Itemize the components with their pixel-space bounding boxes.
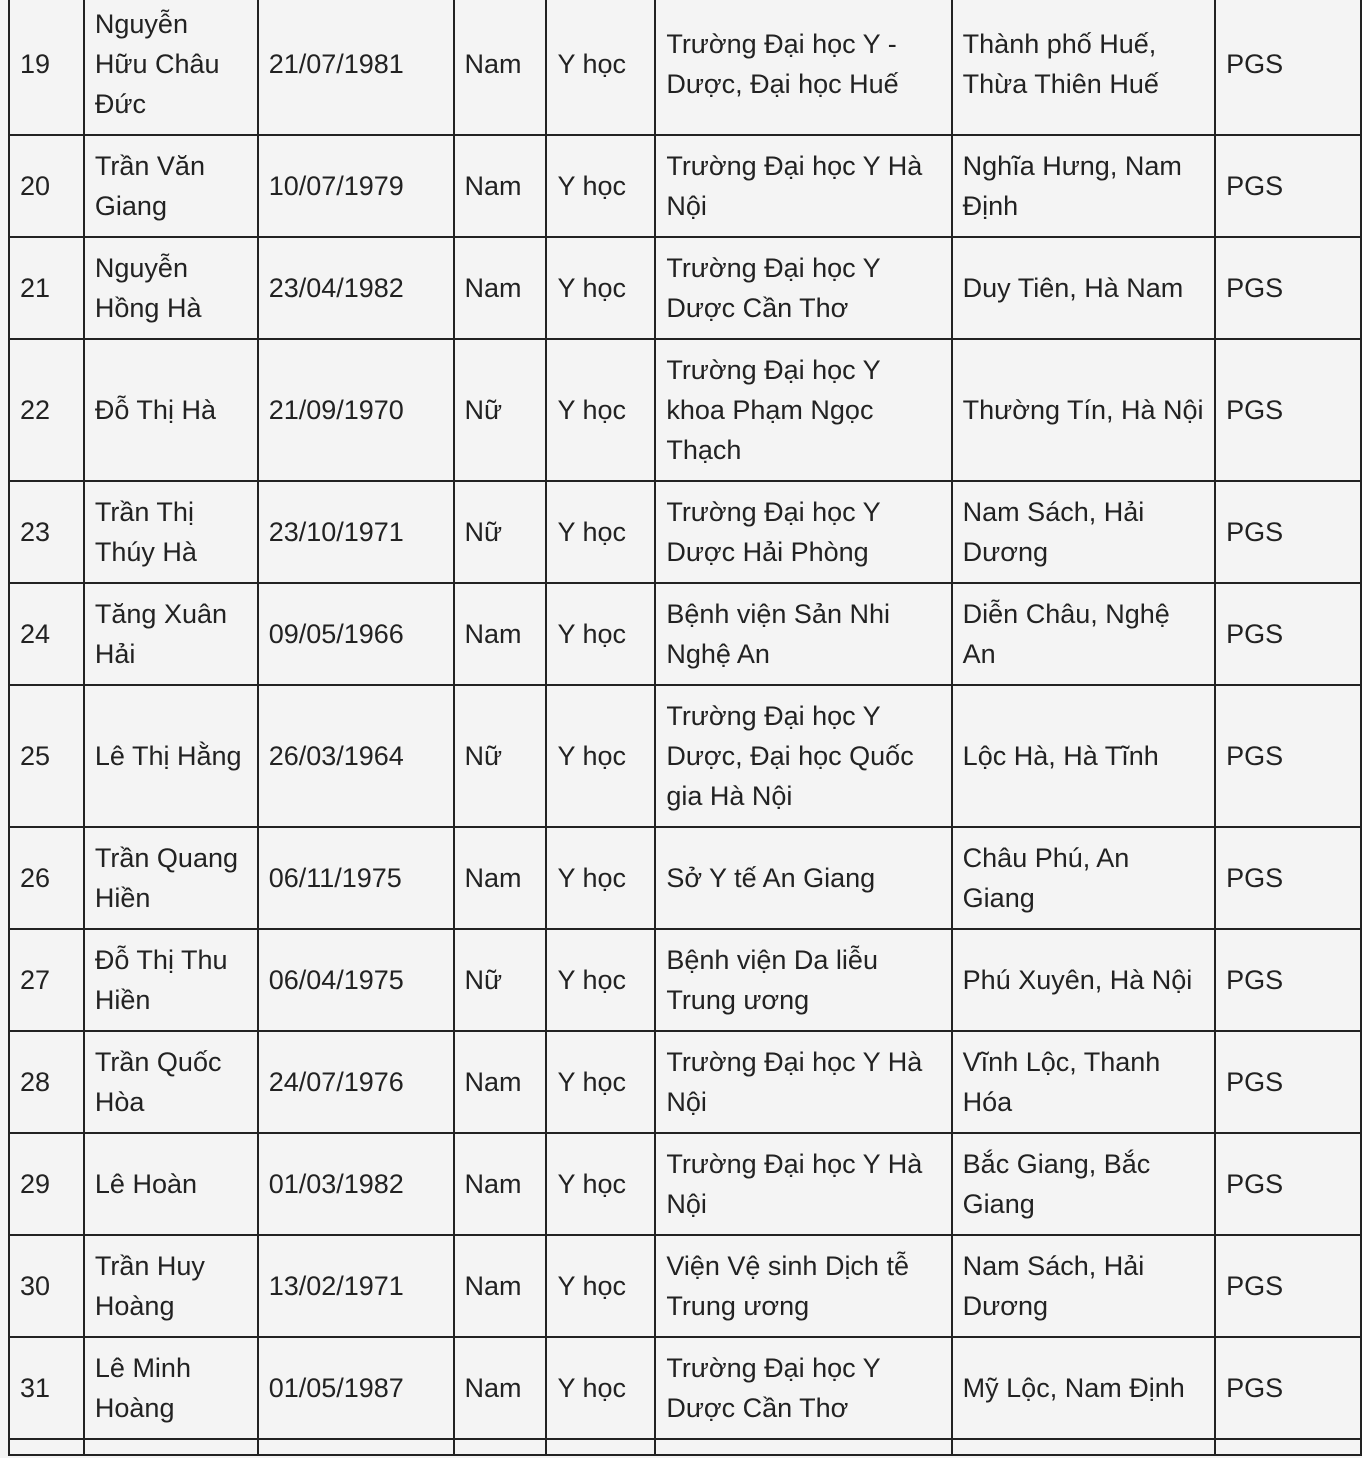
cell-field: Y học: [546, 0, 655, 135]
cell-title: PGS: [1215, 339, 1361, 481]
cell-name: Đỗ Thị Hà: [84, 339, 258, 481]
cell-dob: 23/04/1982: [258, 237, 454, 339]
cell-field: Y học: [546, 1031, 655, 1133]
cell-sex: Nam: [454, 1337, 547, 1439]
cell-stt: 30: [9, 1235, 84, 1337]
cell-home: Châu Phú, An Giang: [952, 827, 1215, 929]
cell-name: Lê Minh Hoàng: [84, 1337, 258, 1439]
cell-stt: 27: [9, 929, 84, 1031]
cell-title: PGS: [1215, 685, 1361, 827]
cell-stt: 21: [9, 237, 84, 339]
cell-field: Y học: [546, 827, 655, 929]
cell-name: Trần Huy Hoàng: [84, 1235, 258, 1337]
cell-stt: 19: [9, 0, 84, 135]
cell-dob: 01/03/1982: [258, 1133, 454, 1235]
candidate-table: [8, 0, 1362, 1456]
table-row: [9, 827, 1361, 929]
cell-home: Mỹ Lộc, Nam Định: [952, 1337, 1215, 1439]
cell-home: Nam Sách, Hải Dương: [952, 1235, 1215, 1337]
cell-stt: 31: [9, 1337, 84, 1439]
cell-name: Trần Quốc Hòa: [84, 1031, 258, 1133]
cell-sex: Nam: [454, 1031, 547, 1133]
cell-field: Y học: [546, 1133, 655, 1235]
cell-dob: 10/07/1979: [258, 135, 454, 237]
cell-home: Duy Tiên, Hà Nam: [952, 237, 1215, 339]
cell-sex: Nam: [454, 583, 547, 685]
table-row: [9, 1133, 1361, 1235]
cell-name: Lê Hoàn: [84, 1133, 258, 1235]
cell-org: Trường Đại học Y Dược Hải Phòng: [655, 481, 951, 583]
cell-stt: 23: [9, 481, 84, 583]
cell-dob: 21/07/1981: [258, 0, 454, 135]
table-row: [9, 583, 1361, 685]
cell-sex: Nữ: [454, 339, 547, 481]
cell-home: Thành phố Huế, Thừa Thiên Huế: [952, 0, 1215, 135]
cell-title: PGS: [1215, 481, 1361, 583]
cell-home: Bắc Giang, Bắc Giang: [952, 1133, 1215, 1235]
cell-home: Diễn Châu, Nghệ An: [952, 583, 1215, 685]
cell-dob: 13/02/1971: [258, 1235, 454, 1337]
cell-title: PGS: [1215, 1235, 1361, 1337]
cell-sex: Nữ: [454, 481, 547, 583]
cell-home: Nam Sách, Hải Dương: [952, 481, 1215, 583]
table-row: [9, 339, 1361, 481]
cell-title: PGS: [1215, 929, 1361, 1031]
cell-name: Tăng Xuân Hải: [84, 583, 258, 685]
cell-sex: Nam: [454, 237, 547, 339]
cell-field: Y học: [546, 237, 655, 339]
cell-title: PGS: [1215, 237, 1361, 339]
cell-sex: Nam: [454, 135, 547, 237]
table-row: [9, 1031, 1361, 1133]
cell-org: Trường Đại học Y Dược Cần Thơ: [655, 237, 951, 339]
cell-stt: 25: [9, 685, 84, 827]
cell-sex: Nữ: [454, 929, 547, 1031]
cell-home: Lộc Hà, Hà Tĩnh: [952, 685, 1215, 827]
table-row: [9, 0, 1361, 135]
cell-field: Y học: [546, 339, 655, 481]
cell-org: Trường Đại học Y Dược, Đại học Quốc gia Hà Nội: [655, 685, 951, 827]
cell-org: Bệnh viện Da liễu Trung ương: [655, 929, 951, 1031]
cell-field: Y học: [546, 685, 655, 827]
cell-dob: 06/11/1975: [258, 827, 454, 929]
cell-home: Nghĩa Hưng, Nam Định: [952, 135, 1215, 237]
cell-org: Trường Đại học Y - Dược, Đại học Huế: [655, 0, 951, 135]
cell-field: Y học: [546, 135, 655, 237]
cell-title: PGS: [1215, 0, 1361, 135]
cell-stt: 22: [9, 339, 84, 481]
cell-field: Y học: [546, 1337, 655, 1439]
cell-dob: 23/10/1971: [258, 481, 454, 583]
cell-field: Y học: [546, 481, 655, 583]
table-row: [9, 237, 1361, 339]
cell-org: Trường Đại học Y Hà Nội: [655, 1031, 951, 1133]
cell-org: Bệnh viện Sản Nhi Nghệ An: [655, 583, 951, 685]
cell-title: PGS: [1215, 583, 1361, 685]
cell-sex: Nam: [454, 1133, 547, 1235]
cell-name: Lê Thị Hằng: [84, 685, 258, 827]
cell-home: Thường Tín, Hà Nội: [952, 339, 1215, 481]
table-row-partial: [9, 1439, 1361, 1455]
table-row: [9, 929, 1361, 1031]
cell-dob: 01/05/1987: [258, 1337, 454, 1439]
cell-org: Viện Vệ sinh Dịch tễ Trung ương: [655, 1235, 951, 1337]
cell-stt: 28: [9, 1031, 84, 1133]
cell-dob: 24/07/1976: [258, 1031, 454, 1133]
cell-stt: 24: [9, 583, 84, 685]
table-row: [9, 135, 1361, 237]
cell-title: PGS: [1215, 827, 1361, 929]
cell-org: Trường Đại học Y khoa Phạm Ngọc Thạch: [655, 339, 951, 481]
cell-sex: Nam: [454, 827, 547, 929]
cell-home: Phú Xuyên, Hà Nội: [952, 929, 1215, 1031]
table-row: [9, 1235, 1361, 1337]
table-row: [9, 481, 1361, 583]
table-row: [9, 685, 1361, 827]
cell-field: Y học: [546, 1235, 655, 1337]
cell-org: Trường Đại học Y Dược Cần Thơ: [655, 1337, 951, 1439]
cell-org: Sở Y tế An Giang: [655, 827, 951, 929]
cell-sex: Nam: [454, 0, 547, 135]
cell-dob: 26/03/1964: [258, 685, 454, 827]
cell-field: Y học: [546, 583, 655, 685]
cell-sex: Nữ: [454, 685, 547, 827]
cell-name: Trần Thị Thúy Hà: [84, 481, 258, 583]
cell-dob: 09/05/1966: [258, 583, 454, 685]
cell-title: PGS: [1215, 1337, 1361, 1439]
cell-org: Trường Đại học Y Hà Nội: [655, 1133, 951, 1235]
cell-title: PGS: [1215, 1133, 1361, 1235]
table-row: [9, 1337, 1361, 1439]
cell-stt: 29: [9, 1133, 84, 1235]
cell-title: PGS: [1215, 1031, 1361, 1133]
cell-stt: 26: [9, 827, 84, 929]
cell-name: Nguyễn Hữu Châu Đức: [84, 0, 258, 135]
cell-name: Trần Văn Giang: [84, 135, 258, 237]
cell-dob: 06/04/1975: [258, 929, 454, 1031]
cell-home: Vĩnh Lộc, Thanh Hóa: [952, 1031, 1215, 1133]
cell-org: Trường Đại học Y Hà Nội: [655, 135, 951, 237]
cell-name: Đỗ Thị Thu Hiền: [84, 929, 258, 1031]
cell-title: PGS: [1215, 135, 1361, 237]
cell-dob: 21/09/1970: [258, 339, 454, 481]
cell-field: Y học: [546, 929, 655, 1031]
cell-name: Nguyễn Hồng Hà: [84, 237, 258, 339]
cell-name: Trần Quang Hiền: [84, 827, 258, 929]
cell-sex: Nam: [454, 1235, 547, 1337]
cell-stt: 20: [9, 135, 84, 237]
